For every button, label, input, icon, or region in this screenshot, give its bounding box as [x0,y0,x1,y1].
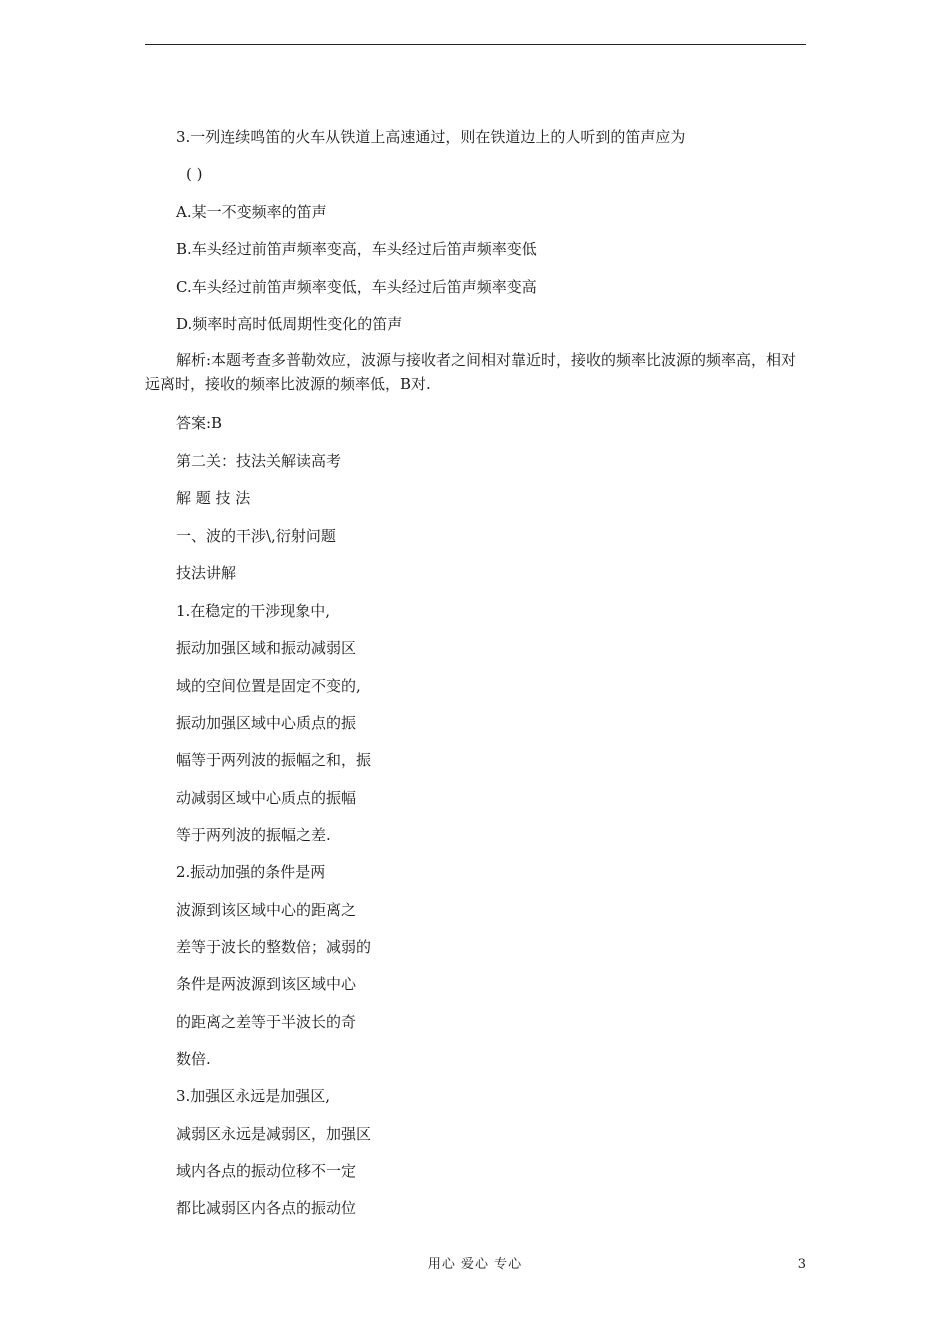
body-line: 等于两列波的振幅之差. [176,826,331,844]
body-line: 减弱区永远是减弱区，加强区 [176,1125,372,1143]
option-c: C.车头经过前笛声频率变低，车头经过后笛声频率变高 [176,278,537,296]
option-b: B.车头经过前笛声频率变高，车头经过后笛声频率变低 [176,240,537,258]
body-line: 振动加强区域和振动减弱区 [176,639,357,657]
body-line: 动减弱区域中心质点的振幅 [176,789,357,807]
body-line: 3.加强区永远是加强区, [176,1087,331,1105]
body-line: 波源到该区域中心的距离之 [176,901,357,919]
question-stem: 3.一列连续鸣笛的火车从铁道上高速通过，则在铁道边上的人听到的笛声应为 [176,128,686,146]
answer-line: 答案:B [176,414,223,432]
body-line: 幅等于两列波的振幅之和，振 [176,751,372,769]
body-line: 1.在稳定的干涉现象中, [176,602,331,620]
analysis-paragraph: 解析:本题考查多普勒效应，波源与接收者之间相对靠近时，接收的频率比波源的频率高，相对远离时，接收的频率比波源的频率低，B对. [145,351,797,393]
technique-heading: 技法讲解 [176,564,237,582]
header-rule [145,44,806,45]
body-line: 域的空间位置是固定不变的, [176,677,361,695]
section-subtitle: 解 题 技 法 [176,489,251,507]
option-a: A.某一不变频率的笛声 [176,203,327,221]
body-line: 2.振动加强的条件是两 [176,863,326,881]
body-line: 差等于波长的整数倍；减弱的 [176,938,372,956]
body-line: 条件是两波源到该区域中心 [176,975,357,993]
option-d: D.频率时高时低周期性变化的笛声 [176,315,403,333]
footer-motto: 用心 爱心 专心 [427,1257,523,1272]
section-title: 第二关：技法关解读高考 [176,452,342,470]
page-number: 3 [797,1257,806,1272]
body-line: 振动加强区域中心质点的振 [176,714,357,732]
answer-blank: ( ) [186,165,203,183]
topic-heading: 一、波的干涉\,衍射问题 [176,527,336,545]
body-line: 域内各点的振动位移不一定 [176,1162,357,1180]
body-line: 的距离之差等于半波长的奇 [176,1013,357,1031]
body-line: 数倍. [176,1050,211,1068]
body-line: 都比减弱区内各点的振动位 [176,1199,357,1217]
